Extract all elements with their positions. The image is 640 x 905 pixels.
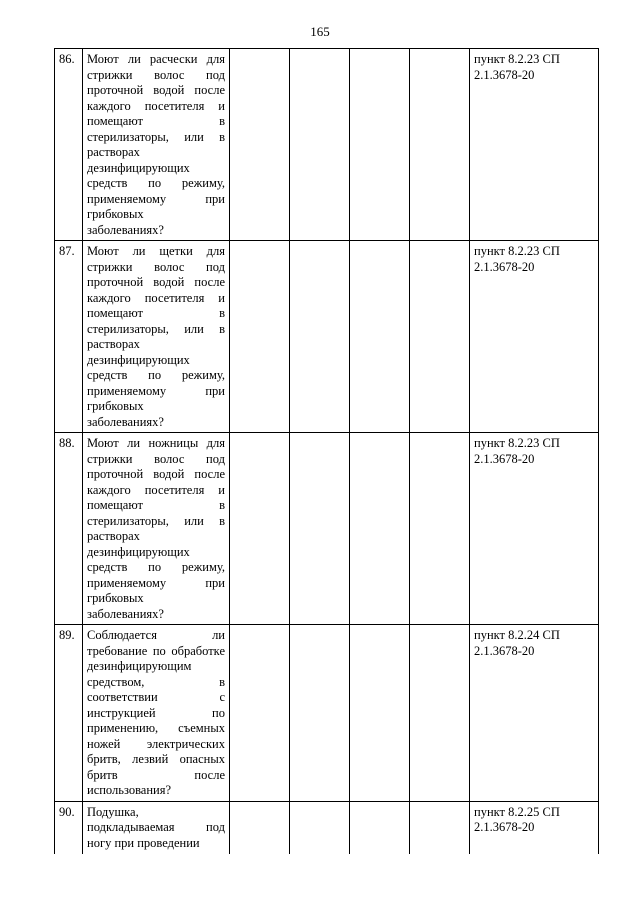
row-number: 87.: [55, 241, 83, 433]
question-line: грибковых: [87, 591, 144, 605]
empty-answer-cell-4: [410, 801, 470, 854]
empty-answer-cell-3: [350, 625, 410, 802]
question-cell: [83, 433, 230, 625]
question-line: стерилизаторы, или в: [87, 129, 225, 144]
question-line: применению, съемных: [87, 721, 225, 735]
question-line: стерилизаторы, или в: [87, 513, 225, 528]
question-line: дезинфицирующих: [87, 352, 190, 367]
question-line: Моют ли щетки для: [87, 244, 225, 258]
question-line: средств по режиму,: [87, 560, 225, 574]
question-line: заболеваниях?: [87, 414, 164, 429]
question-line: средств по режиму,: [87, 368, 225, 382]
empty-answer-cell-3: [350, 241, 410, 433]
question-line: Моют ли расчески для: [87, 52, 225, 66]
checklist-table: [54, 48, 599, 854]
question-line: Моют ли ножницы для: [87, 436, 225, 450]
question-line: ногу при проведении: [87, 835, 200, 850]
question-line: ножей электрических: [87, 736, 225, 751]
question-line: средством, в: [87, 674, 225, 689]
empty-answer-cell-1: [230, 49, 290, 241]
question-line: инструкцией по: [87, 705, 225, 720]
question-line: заболеваниях?: [87, 606, 164, 621]
empty-answer-cell-1: [230, 241, 290, 433]
question-line: проточной водой после: [87, 83, 225, 97]
reference-cell: пункт 8.2.23 СП 2.1.3678-20: [470, 433, 599, 625]
question-cell: [83, 49, 230, 241]
empty-answer-cell-2: [290, 241, 350, 433]
question-line: помещают в: [87, 498, 225, 512]
question-line: стрижки волос под: [87, 67, 225, 82]
reference-cell: пункт 8.2.24 СП 2.1.3678-20: [470, 625, 599, 802]
question-line: требование по обработке: [87, 643, 225, 658]
empty-answer-cell-1: [230, 625, 290, 802]
reference-cell: пункт 8.2.25 СП 2.1.3678-20: [470, 801, 599, 854]
empty-answer-cell-1: [230, 433, 290, 625]
table-row: [55, 801, 599, 854]
row-number: 90.: [55, 801, 83, 854]
question-line: стрижки волос под: [87, 259, 225, 274]
empty-answer-cell-2: [290, 433, 350, 625]
question-line: грибковых: [87, 399, 144, 413]
table-row: [55, 241, 599, 433]
question-line: каждого посетителя и: [87, 98, 225, 113]
question-line: применяемому при: [87, 191, 225, 206]
question-line: проточной водой после: [87, 467, 225, 481]
empty-answer-cell-2: [290, 625, 350, 802]
question-line: применяемому при: [87, 575, 225, 590]
empty-answer-cell-3: [350, 433, 410, 625]
question-line: проточной водой после: [87, 275, 225, 289]
question-line: соответствии с: [87, 690, 225, 704]
empty-answer-cell-4: [410, 433, 470, 625]
question-line: подкладываемая под: [87, 820, 225, 834]
row-number: 88.: [55, 433, 83, 625]
question-cell: [83, 241, 230, 433]
row-number: 89.: [55, 625, 83, 802]
empty-answer-cell-4: [410, 49, 470, 241]
empty-answer-cell-3: [350, 49, 410, 241]
question-line: растворах: [87, 529, 140, 543]
empty-answer-cell-2: [290, 49, 350, 241]
question-line: Соблюдается ли: [87, 628, 225, 642]
question-line: Подушка,: [87, 804, 139, 819]
question-line: стрижки волос под: [87, 451, 225, 466]
page-number: 165: [310, 24, 330, 39]
empty-answer-cell-4: [410, 241, 470, 433]
question-line: растворах: [87, 145, 140, 159]
question-line: дезинфицирующих: [87, 544, 190, 559]
question-line: бритв после: [87, 767, 225, 782]
question-line: использования?: [87, 783, 172, 797]
empty-answer-cell-4: [410, 625, 470, 802]
question-line: дезинфицирующих: [87, 160, 190, 175]
question-line: заболеваниях?: [87, 222, 164, 237]
question-line: бритв, лезвий опасных: [87, 752, 225, 766]
question-line: грибковых: [87, 207, 144, 221]
empty-answer-cell-2: [290, 801, 350, 854]
question-line: применяемому при: [87, 383, 225, 398]
table-row: [55, 625, 599, 802]
question-line: растворах: [87, 337, 140, 351]
empty-answer-cell-1: [230, 801, 290, 854]
question-line: помещают в: [87, 306, 225, 320]
question-line: стерилизаторы, или в: [87, 321, 225, 336]
table-row: [55, 49, 599, 241]
reference-cell: пункт 8.2.23 СП 2.1.3678-20: [470, 241, 599, 433]
question-cell: [83, 625, 230, 802]
table-row: [55, 433, 599, 625]
question-line: помещают в: [87, 114, 225, 128]
question-cell: [83, 801, 230, 854]
question-line: средств по режиму,: [87, 176, 225, 190]
empty-answer-cell-3: [350, 801, 410, 854]
row-number: 86.: [55, 49, 83, 241]
reference-cell: пункт 8.2.23 СП 2.1.3678-20: [470, 49, 599, 241]
question-line: дезинфицирующим: [87, 659, 192, 673]
question-line: каждого посетителя и: [87, 482, 225, 497]
question-line: каждого посетителя и: [87, 290, 225, 305]
